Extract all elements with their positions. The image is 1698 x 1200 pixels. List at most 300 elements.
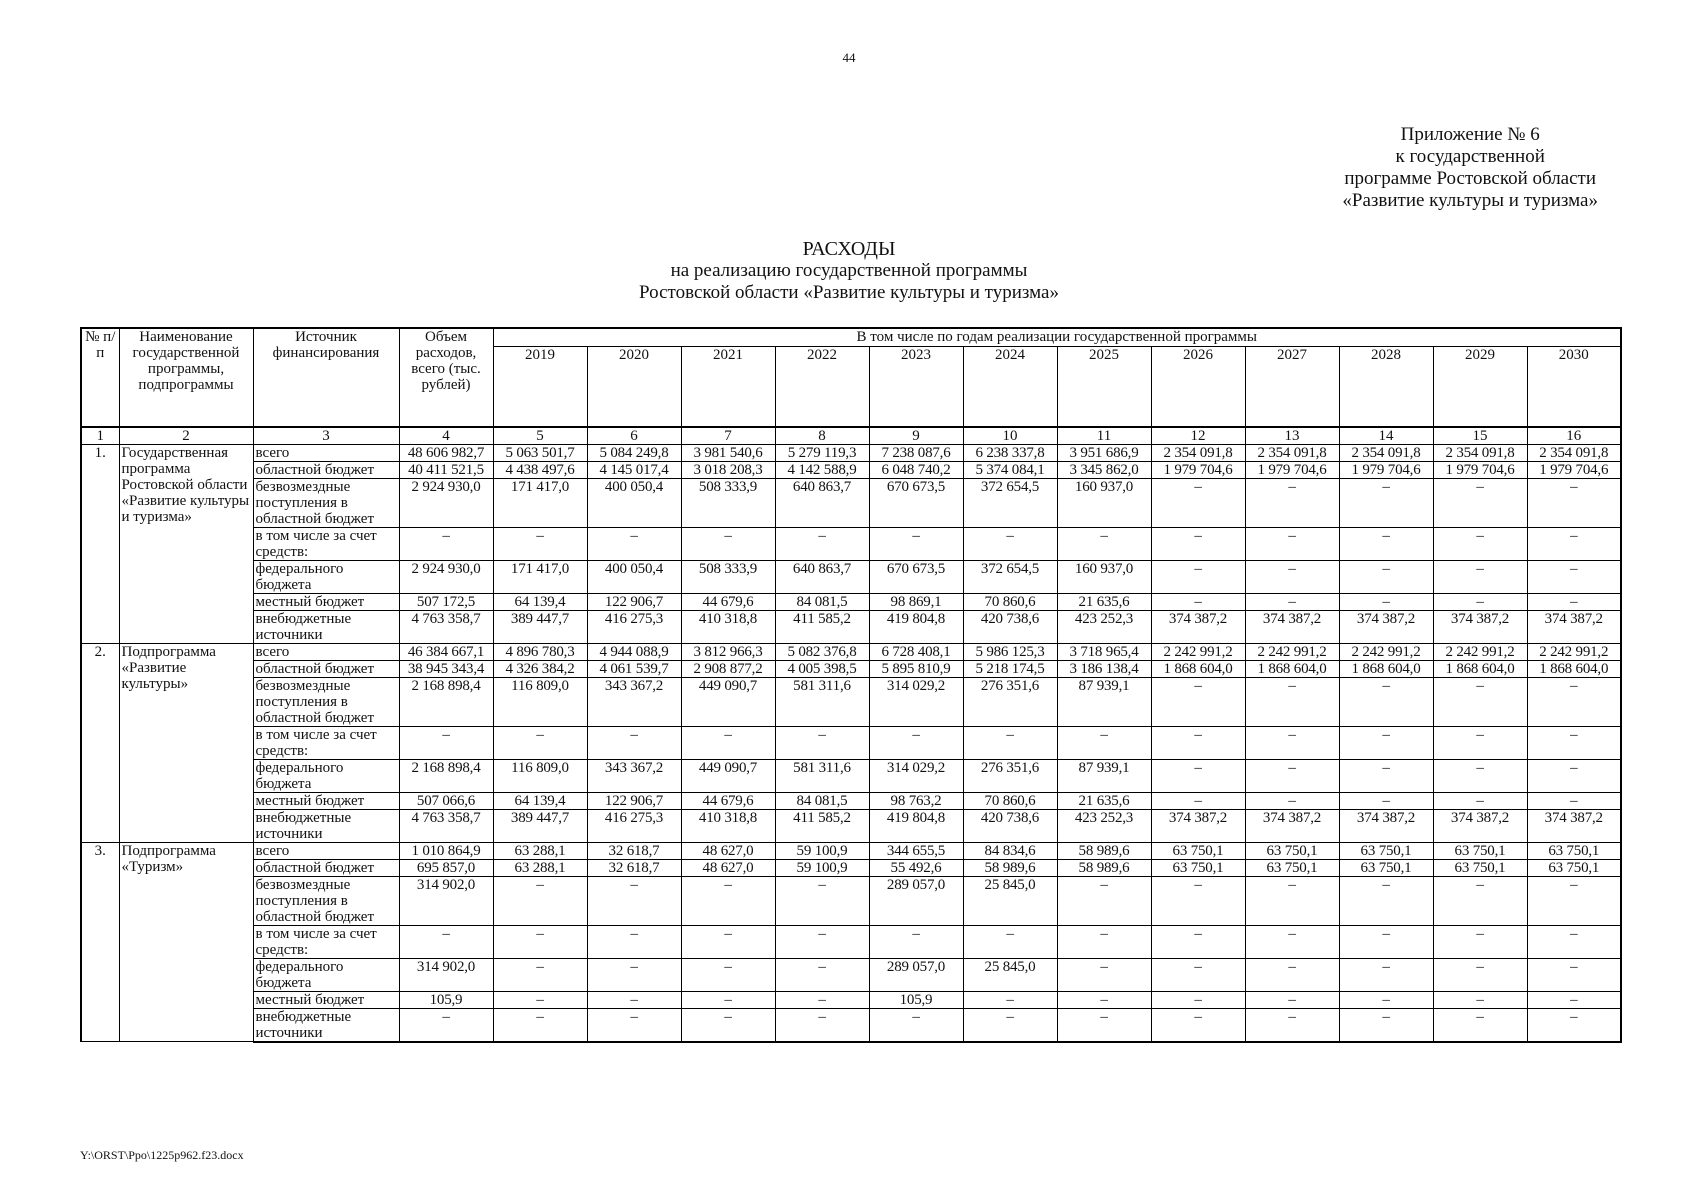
amount-cell: – <box>1245 876 1339 925</box>
amount-cell: 3 812 966,3 <box>681 643 775 660</box>
program-name: Подпрограмма «Развитие культуры» <box>119 643 253 842</box>
table-row <box>81 792 1621 809</box>
header-year: 2021 <box>681 347 775 427</box>
amount-cell: – <box>1151 759 1245 792</box>
amount-cell: 449 090,7 <box>681 759 775 792</box>
amount-cell: 2 242 991,2 <box>1527 643 1621 660</box>
amount-cell: – <box>775 1008 869 1042</box>
amount-cell: 1 979 704,6 <box>1339 461 1433 478</box>
amount-cell: – <box>1151 726 1245 759</box>
amount-cell: 4 061 539,7 <box>587 660 681 677</box>
column-number: 5 <box>493 427 587 445</box>
table-row <box>81 1008 1621 1042</box>
column-number: 3 <box>253 427 399 445</box>
amount-cell: 374 387,2 <box>1527 809 1621 842</box>
appendix-line: «Развитие культуры и туризма» <box>1342 190 1598 211</box>
amount-cell: – <box>1339 560 1433 593</box>
amount-cell: 410 318,8 <box>681 610 775 643</box>
header-year: 2025 <box>1057 347 1151 427</box>
column-number: 14 <box>1339 427 1433 445</box>
amount-cell: – <box>1245 759 1339 792</box>
amount-cell: 70 860,6 <box>963 593 1057 610</box>
amount-cell: 344 655,5 <box>869 842 963 859</box>
amount-cell: – <box>1245 958 1339 991</box>
amount-cell: – <box>1339 925 1433 958</box>
row-number: 3. <box>81 842 119 1042</box>
amount-cell: 105,9 <box>869 991 963 1008</box>
amount-cell: – <box>681 527 775 560</box>
amount-cell: – <box>1527 925 1621 958</box>
amount-cell: 63 750,1 <box>1151 859 1245 876</box>
file-path-footer: Y:\ORST\Ppo\1225p962.f23.docx <box>80 1148 244 1162</box>
appendix-line: к государственной <box>1395 146 1545 167</box>
amount-cell: 374 387,2 <box>1245 809 1339 842</box>
amount-cell: 640 863,7 <box>775 560 869 593</box>
amount-cell: 6 048 740,2 <box>869 461 963 478</box>
amount-cell: 122 906,7 <box>587 593 681 610</box>
amount-cell: 4 763 358,7 <box>399 610 493 643</box>
header-year: 2028 <box>1339 347 1433 427</box>
column-number: 10 <box>963 427 1057 445</box>
amount-cell: – <box>587 1008 681 1042</box>
header-year: 2030 <box>1527 347 1621 427</box>
amount-cell: – <box>1433 876 1527 925</box>
amount-cell: – <box>1527 991 1621 1008</box>
amount-cell: 5 063 501,7 <box>493 444 587 461</box>
header-no: № п/п <box>81 328 119 427</box>
amount-cell: – <box>1339 792 1433 809</box>
amount-cell: 1 979 704,6 <box>1151 461 1245 478</box>
amount-cell: – <box>1245 593 1339 610</box>
table-row <box>81 478 1621 527</box>
amount-cell: – <box>399 1008 493 1042</box>
amount-cell: – <box>1245 925 1339 958</box>
amount-cell: 7 238 087,6 <box>869 444 963 461</box>
amount-cell: 3 018 208,3 <box>681 461 775 478</box>
amount-cell: 84 081,5 <box>775 792 869 809</box>
appendix-note <box>1342 124 1598 212</box>
amount-cell: – <box>869 1008 963 1042</box>
amount-cell: 160 937,0 <box>1057 560 1151 593</box>
amount-cell: – <box>493 958 587 991</box>
amount-cell: – <box>1339 991 1433 1008</box>
column-numbers-row <box>81 427 1621 445</box>
funding-source: в том числе за счет средств: <box>253 925 399 958</box>
header-year: 2029 <box>1433 347 1527 427</box>
amount-cell: – <box>1057 1008 1151 1042</box>
funding-source: местный бюджет <box>253 792 399 809</box>
table-row <box>81 958 1621 991</box>
funding-source: в том числе за счет средств: <box>253 726 399 759</box>
amount-cell: 581 311,6 <box>775 759 869 792</box>
amount-cell: – <box>1433 925 1527 958</box>
amount-cell: 276 351,6 <box>963 677 1057 726</box>
amount-cell: 314 029,2 <box>869 677 963 726</box>
amount-cell: – <box>1433 677 1527 726</box>
amount-cell: 63 750,1 <box>1527 842 1621 859</box>
amount-cell: 3 345 862,0 <box>1057 461 1151 478</box>
amount-cell: – <box>775 726 869 759</box>
amount-cell: 63 750,1 <box>1245 842 1339 859</box>
amount-cell: 58 989,6 <box>1057 842 1151 859</box>
header-source: Источник финансирования <box>253 328 399 427</box>
amount-cell: 2 924 930,0 <box>399 560 493 593</box>
table-row <box>81 610 1621 643</box>
amount-cell: 411 585,2 <box>775 610 869 643</box>
amount-cell: – <box>587 527 681 560</box>
amount-cell: 314 902,0 <box>399 958 493 991</box>
funding-source: федерального бюджета <box>253 759 399 792</box>
amount-cell: 1 868 604,0 <box>1527 660 1621 677</box>
amount-cell: 87 939,1 <box>1057 677 1151 726</box>
amount-cell: 389 447,7 <box>493 809 587 842</box>
amount-cell: 411 585,2 <box>775 809 869 842</box>
amount-cell: – <box>1527 560 1621 593</box>
amount-cell: 98 763,2 <box>869 792 963 809</box>
table-row <box>81 461 1621 478</box>
amount-cell: – <box>681 1008 775 1042</box>
table-row <box>81 842 1621 859</box>
amount-cell: 63 750,1 <box>1245 859 1339 876</box>
amount-cell: 2 354 091,8 <box>1527 444 1621 461</box>
amount-cell: 3 718 965,4 <box>1057 643 1151 660</box>
amount-cell: – <box>587 958 681 991</box>
amount-cell: 2 354 091,8 <box>1339 444 1433 461</box>
amount-cell: 374 387,2 <box>1151 610 1245 643</box>
amount-cell: 416 275,3 <box>587 610 681 643</box>
table-row <box>81 677 1621 726</box>
amount-cell: – <box>493 876 587 925</box>
header-year: 2022 <box>775 347 869 427</box>
table-row <box>81 444 1621 461</box>
header-years-group: В том числе по годам реализации государственной программы <box>493 328 1621 347</box>
amount-cell: – <box>399 726 493 759</box>
amount-cell: 410 318,8 <box>681 809 775 842</box>
funding-source: всего <box>253 842 399 859</box>
amount-cell: 4 896 780,3 <box>493 643 587 660</box>
amount-cell: 25 845,0 <box>963 958 1057 991</box>
amount-cell: 59 100,9 <box>775 842 869 859</box>
amount-cell: – <box>1245 527 1339 560</box>
row-number: 1. <box>81 444 119 643</box>
amount-cell: 63 750,1 <box>1151 842 1245 859</box>
amount-cell: 58 989,6 <box>963 859 1057 876</box>
amount-cell: – <box>1433 958 1527 991</box>
header-year: 2019 <box>493 347 587 427</box>
amount-cell: – <box>1433 593 1527 610</box>
amount-cell: 5 218 174,5 <box>963 660 1057 677</box>
amount-cell: – <box>963 991 1057 1008</box>
amount-cell: 4 142 588,9 <box>775 461 869 478</box>
amount-cell: 2 354 091,8 <box>1151 444 1245 461</box>
amount-cell: – <box>1151 991 1245 1008</box>
amount-cell: 670 673,5 <box>869 478 963 527</box>
amount-cell: – <box>681 925 775 958</box>
amount-cell: – <box>775 925 869 958</box>
amount-cell: 372 654,5 <box>963 478 1057 527</box>
amount-cell: 2 354 091,8 <box>1433 444 1527 461</box>
amount-cell: 1 868 604,0 <box>1245 660 1339 677</box>
column-number: 12 <box>1151 427 1245 445</box>
table-row <box>81 527 1621 560</box>
amount-cell: 160 937,0 <box>1057 478 1151 527</box>
column-number: 9 <box>869 427 963 445</box>
amount-cell: 84 834,6 <box>963 842 1057 859</box>
funding-source: безвозмездные поступления в областной бюджет <box>253 478 399 527</box>
amount-cell: – <box>1527 958 1621 991</box>
amount-cell: 171 417,0 <box>493 478 587 527</box>
amount-cell: – <box>399 527 493 560</box>
amount-cell: – <box>1151 593 1245 610</box>
amount-cell: 6 238 337,8 <box>963 444 1057 461</box>
amount-cell: – <box>963 1008 1057 1042</box>
funding-source: безвозмездные поступления в областной бюджет <box>253 876 399 925</box>
amount-cell: 1 010 864,9 <box>399 842 493 859</box>
header-volume: Объем расходов, всего (тыс. рублей) <box>399 328 493 427</box>
document-title <box>0 238 1698 304</box>
amount-cell: 40 411 521,5 <box>399 461 493 478</box>
funding-source: всего <box>253 643 399 660</box>
amount-cell: 289 057,0 <box>869 958 963 991</box>
amount-cell: – <box>1245 478 1339 527</box>
amount-cell: – <box>1057 876 1151 925</box>
amount-cell: – <box>681 726 775 759</box>
amount-cell: – <box>493 527 587 560</box>
amount-cell: – <box>681 876 775 925</box>
amount-cell: 3 951 686,9 <box>1057 444 1151 461</box>
column-number: 11 <box>1057 427 1151 445</box>
amount-cell: 5 279 119,3 <box>775 444 869 461</box>
amount-cell: – <box>399 925 493 958</box>
table-row <box>81 809 1621 842</box>
amount-cell: – <box>1151 958 1245 991</box>
amount-cell: 374 387,2 <box>1527 610 1621 643</box>
amount-cell: – <box>1057 991 1151 1008</box>
amount-cell: – <box>1057 726 1151 759</box>
amount-cell: – <box>1151 925 1245 958</box>
title-line: на реализацию государственной программы <box>670 260 1028 281</box>
amount-cell: 507 066,6 <box>399 792 493 809</box>
amount-cell: – <box>587 991 681 1008</box>
amount-cell: 2 354 091,8 <box>1245 444 1339 461</box>
column-number: 6 <box>587 427 681 445</box>
amount-cell: 87 939,1 <box>1057 759 1151 792</box>
amount-cell: 64 139,4 <box>493 792 587 809</box>
header-year: 2026 <box>1151 347 1245 427</box>
column-number: 16 <box>1527 427 1621 445</box>
amount-cell: 2 924 930,0 <box>399 478 493 527</box>
amount-cell: 581 311,6 <box>775 677 869 726</box>
amount-cell: – <box>775 958 869 991</box>
amount-cell: 63 750,1 <box>1433 842 1527 859</box>
amount-cell: – <box>1527 1008 1621 1042</box>
amount-cell: – <box>1245 726 1339 759</box>
amount-cell: 423 252,3 <box>1057 610 1151 643</box>
amount-cell: 3 186 138,4 <box>1057 660 1151 677</box>
funding-source: всего <box>253 444 399 461</box>
amount-cell: 276 351,6 <box>963 759 1057 792</box>
appendix-line: программе Ростовской области <box>1344 168 1597 189</box>
amount-cell: 84 081,5 <box>775 593 869 610</box>
funding-source: федерального бюджета <box>253 958 399 991</box>
amount-cell: – <box>1527 759 1621 792</box>
table-row <box>81 726 1621 759</box>
amount-cell: – <box>1433 726 1527 759</box>
amount-cell: 122 906,7 <box>587 792 681 809</box>
header-name: Наименование государственной программы, подпрограммы <box>119 328 253 427</box>
amount-cell: 55 492,6 <box>869 859 963 876</box>
amount-cell: – <box>1433 759 1527 792</box>
funding-source: безвозмездные поступления в областной бюджет <box>253 677 399 726</box>
amount-cell: 5 084 249,8 <box>587 444 681 461</box>
amount-cell: – <box>775 527 869 560</box>
amount-cell: – <box>1151 1008 1245 1042</box>
amount-cell: – <box>1339 478 1433 527</box>
amount-cell: – <box>1339 876 1433 925</box>
amount-cell: 63 750,1 <box>1433 859 1527 876</box>
expenses-table <box>80 327 1622 1043</box>
amount-cell: – <box>1151 478 1245 527</box>
amount-cell: 48 606 982,7 <box>399 444 493 461</box>
amount-cell: – <box>681 991 775 1008</box>
amount-cell: 59 100,9 <box>775 859 869 876</box>
amount-cell: 4 005 398,5 <box>775 660 869 677</box>
amount-cell: 32 618,7 <box>587 842 681 859</box>
amount-cell: 507 172,5 <box>399 593 493 610</box>
table-row <box>81 859 1621 876</box>
funding-source: внебюджетные источники <box>253 610 399 643</box>
amount-cell: – <box>869 527 963 560</box>
amount-cell: – <box>1433 560 1527 593</box>
amount-cell: 3 981 540,6 <box>681 444 775 461</box>
amount-cell: 374 387,2 <box>1339 809 1433 842</box>
table-row <box>81 876 1621 925</box>
funding-source: областной бюджет <box>253 461 399 478</box>
funding-source: в том числе за счет средств: <box>253 527 399 560</box>
amount-cell: – <box>1339 593 1433 610</box>
amount-cell: 670 673,5 <box>869 560 963 593</box>
table-row <box>81 660 1621 677</box>
amount-cell: – <box>1527 478 1621 527</box>
amount-cell: 64 139,4 <box>493 593 587 610</box>
amount-cell: 2 908 877,2 <box>681 660 775 677</box>
amount-cell: 63 288,1 <box>493 842 587 859</box>
amount-cell: 5 082 376,8 <box>775 643 869 660</box>
amount-cell: – <box>869 726 963 759</box>
page-number: 44 <box>842 50 856 65</box>
amount-cell: 2 168 898,4 <box>399 677 493 726</box>
amount-cell: – <box>1433 1008 1527 1042</box>
amount-cell: 314 902,0 <box>399 876 493 925</box>
amount-cell: – <box>775 876 869 925</box>
amount-cell: 1 979 704,6 <box>1527 461 1621 478</box>
amount-cell: – <box>1057 958 1151 991</box>
amount-cell: 374 387,2 <box>1339 610 1433 643</box>
amount-cell: 1 868 604,0 <box>1339 660 1433 677</box>
amount-cell: 6 728 408,1 <box>869 643 963 660</box>
amount-cell: 21 635,6 <box>1057 593 1151 610</box>
amount-cell: 1 868 604,0 <box>1151 660 1245 677</box>
amount-cell: 372 654,5 <box>963 560 1057 593</box>
column-number: 1 <box>81 427 119 445</box>
header-year: 2024 <box>963 347 1057 427</box>
column-number: 15 <box>1433 427 1527 445</box>
amount-cell: 343 367,2 <box>587 759 681 792</box>
funding-source: местный бюджет <box>253 593 399 610</box>
amount-cell: 1 979 704,6 <box>1433 461 1527 478</box>
amount-cell: 5 986 125,3 <box>963 643 1057 660</box>
amount-cell: – <box>1151 677 1245 726</box>
amount-cell: 1 979 704,6 <box>1245 461 1339 478</box>
amount-cell: – <box>1433 792 1527 809</box>
appendix-line: Приложение № 6 <box>1400 124 1540 145</box>
amount-cell: 44 679,6 <box>681 593 775 610</box>
amount-cell: 98 869,1 <box>869 593 963 610</box>
amount-cell: 419 804,8 <box>869 809 963 842</box>
amount-cell: 32 618,7 <box>587 859 681 876</box>
amount-cell: – <box>1339 958 1433 991</box>
amount-cell: 289 057,0 <box>869 876 963 925</box>
amount-cell: 2 168 898,4 <box>399 759 493 792</box>
amount-cell: 314 029,2 <box>869 759 963 792</box>
amount-cell: 423 252,3 <box>1057 809 1151 842</box>
amount-cell: 4 145 017,4 <box>587 461 681 478</box>
header-year: 2020 <box>587 347 681 427</box>
table-row <box>81 925 1621 958</box>
amount-cell: – <box>1245 1008 1339 1042</box>
amount-cell: 419 804,8 <box>869 610 963 643</box>
amount-cell: 5 895 810,9 <box>869 660 963 677</box>
amount-cell: 63 750,1 <box>1339 859 1433 876</box>
amount-cell: 44 679,6 <box>681 792 775 809</box>
amount-cell: – <box>1433 527 1527 560</box>
column-number: 13 <box>1245 427 1339 445</box>
funding-source: местный бюджет <box>253 991 399 1008</box>
amount-cell: 508 333,9 <box>681 560 775 593</box>
table-row <box>81 991 1621 1008</box>
amount-cell: 25 845,0 <box>963 876 1057 925</box>
amount-cell: – <box>1057 527 1151 560</box>
amount-cell: 2 242 991,2 <box>1433 643 1527 660</box>
amount-cell: – <box>587 876 681 925</box>
amount-cell: – <box>1339 527 1433 560</box>
amount-cell: – <box>963 527 1057 560</box>
amount-cell: 508 333,9 <box>681 478 775 527</box>
amount-cell: – <box>1339 726 1433 759</box>
amount-cell: 374 387,2 <box>1151 809 1245 842</box>
amount-cell: 4 438 497,6 <box>493 461 587 478</box>
amount-cell: – <box>1433 478 1527 527</box>
amount-cell: 374 387,2 <box>1433 610 1527 643</box>
funding-source: внебюджетные источники <box>253 809 399 842</box>
amount-cell: 116 809,0 <box>493 759 587 792</box>
amount-cell: – <box>1151 560 1245 593</box>
funding-source: областной бюджет <box>253 660 399 677</box>
amount-cell: 2 242 991,2 <box>1339 643 1433 660</box>
amount-cell: 38 945 343,4 <box>399 660 493 677</box>
amount-cell: 420 738,6 <box>963 809 1057 842</box>
header-year: 2027 <box>1245 347 1339 427</box>
amount-cell: 63 750,1 <box>1527 859 1621 876</box>
amount-cell: – <box>869 925 963 958</box>
amount-cell: – <box>1339 1008 1433 1042</box>
table-row <box>81 759 1621 792</box>
header-row <box>81 328 1621 347</box>
amount-cell: – <box>1245 560 1339 593</box>
column-number: 2 <box>119 427 253 445</box>
amount-cell: 2 242 991,2 <box>1245 643 1339 660</box>
amount-cell: – <box>1339 677 1433 726</box>
